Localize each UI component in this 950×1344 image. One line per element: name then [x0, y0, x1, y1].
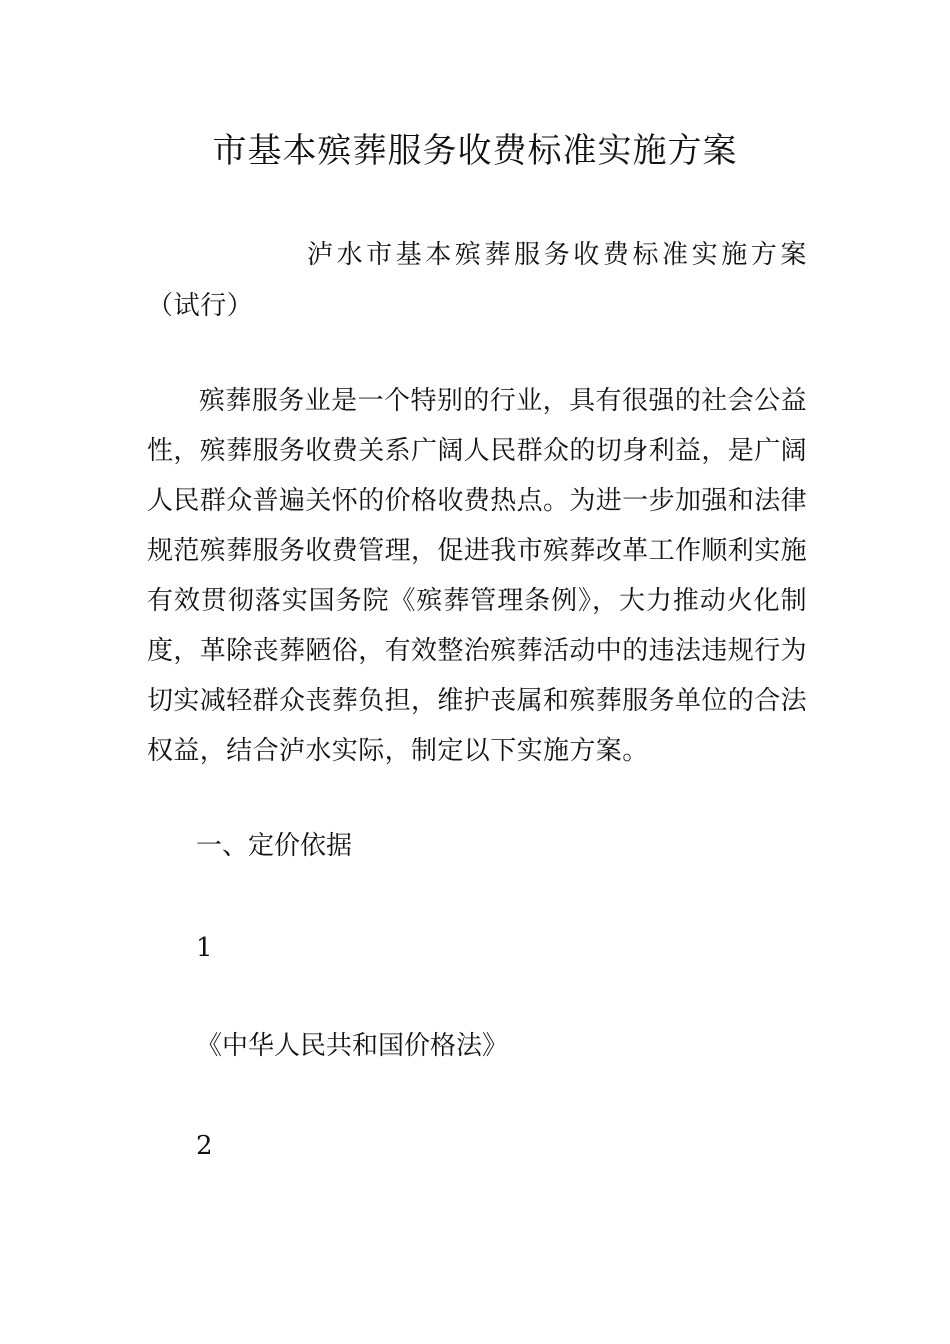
document-title: 市基本殡葬服务收费标准实施方案	[212, 131, 738, 171]
item-number-2: 2	[196, 1131, 213, 1161]
item-number-1: 1	[196, 933, 213, 963]
item-text-1: 《中华人民共和国价格法》	[196, 1031, 509, 1061]
intro-paragraph: 殡葬服务业是一个特别的行业，具有很强的社会公益性，殡葬服务收费关系广阔人民群众的切身利益，是广阔人民群众普遍关怀的价格收费热点。为进一步加强和法律规范殡葬服务收费管理，促进我市殡葬改革工作顺利实施有效贯彻落实国务院《殡葬管理条例》，大力推动火化制度，革除丧葬陋俗，有效整治殡葬活动中的违法违规行为切实减轻群众丧葬负担，维护丧属和殡葬服务单位的合法权益，结合泸水实际，制定以下实施方案。	[147, 386, 808, 766]
document-subtitle: 泸水市基本殡葬服务收费标准实施方案（试行）	[147, 240, 807, 321]
section-heading: 一、定价依据	[196, 831, 353, 861]
